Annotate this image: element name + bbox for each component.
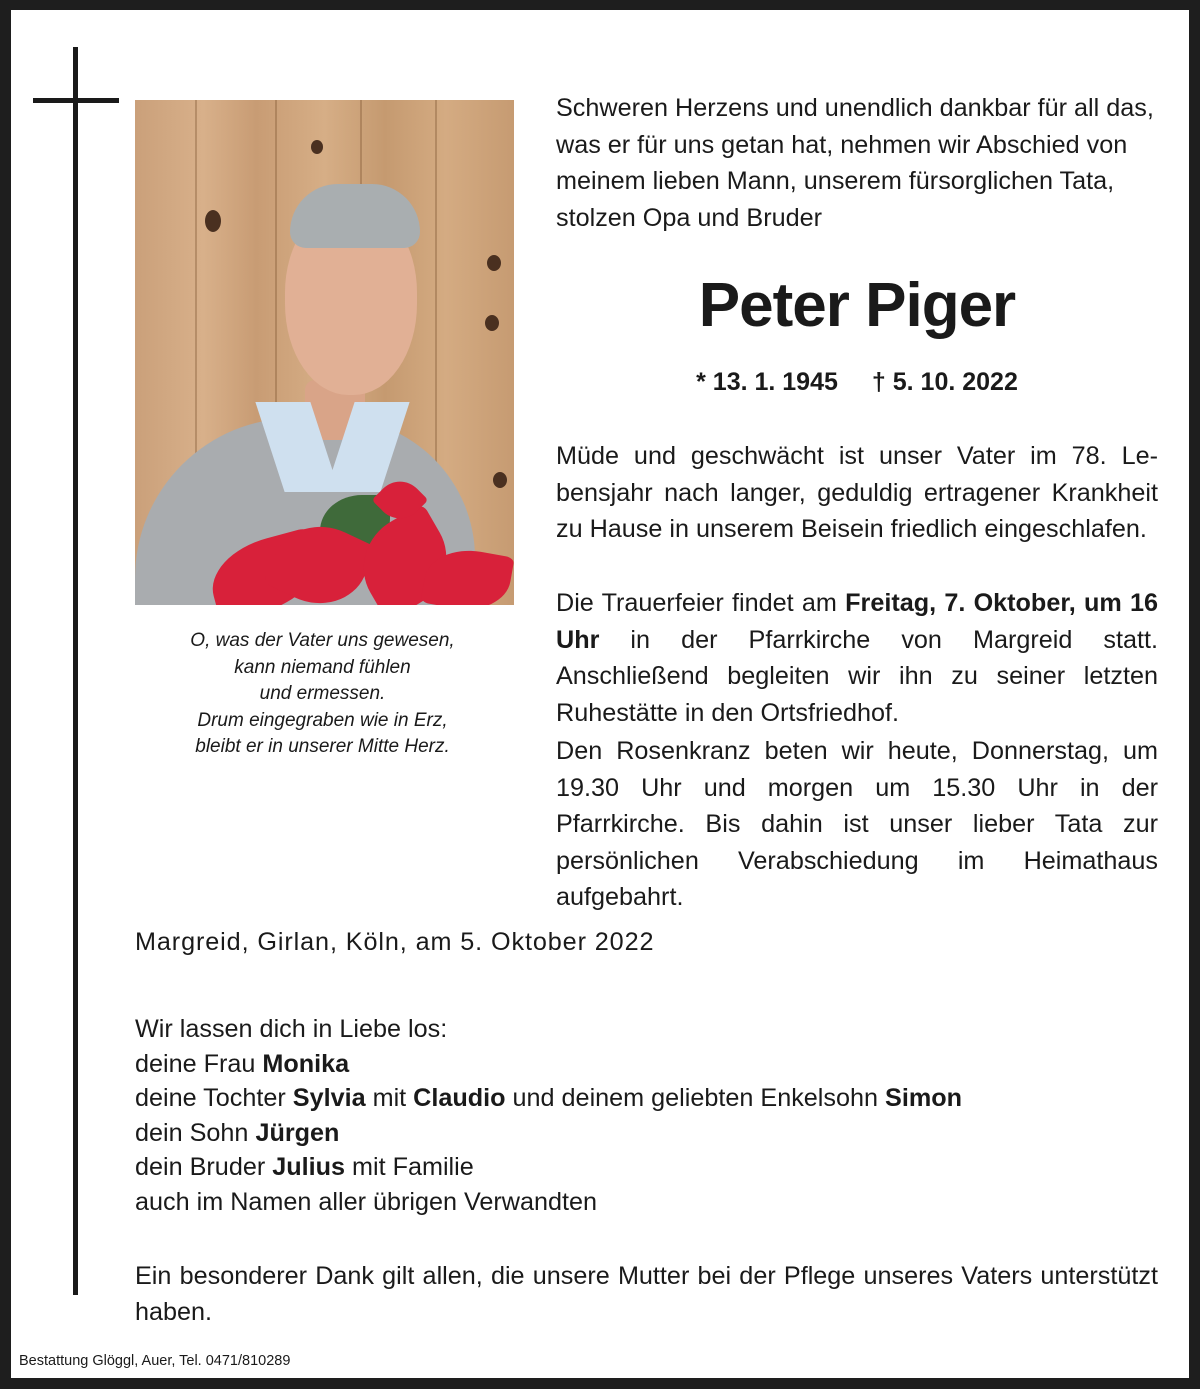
- rosary-paragraph: Den Rosenkranz beten wir heute, Donnerstag, um 19.30 Uhr und morgen um 15.30 Uhr in der Pfarrkirche. Bis dahin ist unser lieber Tata zur persönlichen Verabschiedung im Heimathaus aufgebahrt.: [556, 737, 1158, 911]
- quote-line: kann niemand fühlen: [234, 656, 411, 678]
- passing-paragraph: Müde und geschwächt ist unser Vater im 78. Lebensjahr nach langer, geduldig ertragener Krankheit zu Hause in unserem Beisein friedlich eingeschlafen.: [556, 442, 1158, 543]
- funeral-paragraph: Die Trauerfeier findet am Freitag, 7. Oktober, um 16 Uhr in der Pfarrkirche von Margreid statt. Anschließend begleiten wir ihn zu seiner letzten Ruhestätte in den Ortsfriedhof.: [556, 589, 1158, 727]
- mourners-list: [135, 1012, 962, 1219]
- mourner-line: deine Tochter Sylvia mit Claudio und deinem geliebten Enkelsohn Simon: [135, 1084, 962, 1112]
- birth-date: * 13. 1. 1945: [696, 368, 838, 396]
- cross-vertical-bar: [73, 47, 78, 1295]
- mourner-line: dein Sohn Jürgen: [135, 1118, 340, 1147]
- quote-line: und ermessen.: [259, 683, 386, 704]
- funeral-home-footer: Bestattung Glöggl, Auer, Tel. 0471/810289: [19, 1353, 291, 1369]
- deceased-name: Peter Piger: [698, 271, 1016, 340]
- quote-line: O, was der Vater uns gewesen,: [190, 630, 455, 651]
- memorial-quote: [130, 628, 515, 761]
- death-date: † 5. 10. 2022: [871, 368, 1018, 396]
- mourner-line: deine Frau Monika: [135, 1049, 350, 1078]
- mourner-line: dein Bruder Julius mit Familie: [135, 1153, 474, 1181]
- mourner-line: auch im Namen aller übrigen Verwandten: [135, 1187, 598, 1216]
- intro-text: Schweren Herzens und unendlich dankbar für all das, was er für uns getan hat, nehmen wir Abschied von meinem lieben Mann, unserem fürsorglichen Tata, stolzen Opa und Bruder: [556, 94, 1154, 232]
- life-dates: [556, 368, 1158, 397]
- cross-horizontal-bar: [33, 98, 119, 103]
- thanks-paragraph: Ein besonderer Dank gilt allen, die unsere Mutter bei der Pflege unseres Vaters unterstützt haben.: [135, 1262, 1158, 1326]
- quote-line: Drum eingegraben wie in Erz,: [197, 709, 448, 731]
- mourners-intro: Wir lassen dich in Liebe los:: [135, 1015, 448, 1043]
- quote-line: bleibt er in unserer Mitte Herz.: [195, 736, 450, 757]
- place-date: Margreid, Girlan, Köln, am 5. Oktober 2022: [135, 928, 655, 956]
- portrait-photo: [135, 100, 514, 605]
- funeral-date: Freitag, 7. Oktober, um 16 Uhr: [556, 589, 1158, 654]
